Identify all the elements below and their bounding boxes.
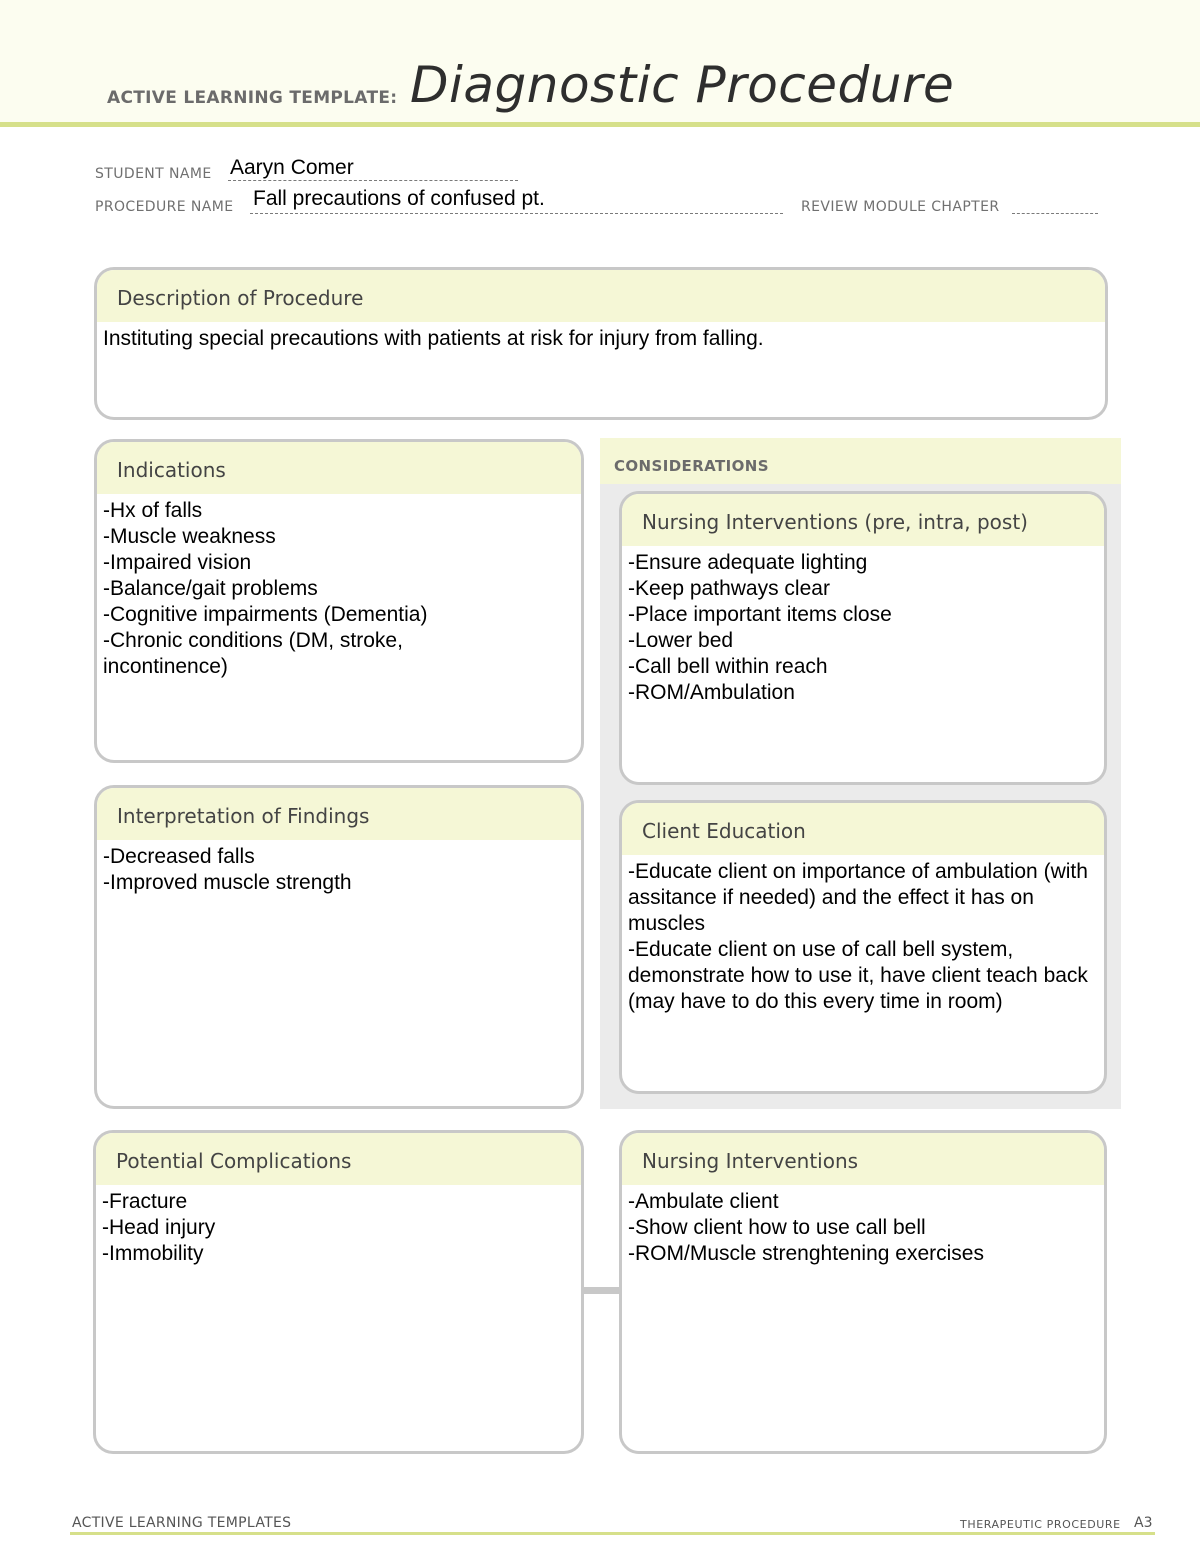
- student-name-label: STUDENT NAME: [95, 166, 212, 182]
- list-item: -Educate client on use of call bell system, demonstrate how to use it, have client teach back (may have to do this every time in room): [628, 938, 1094, 1013]
- review-module-label: REVIEW MODULE CHAPTER: [801, 199, 1000, 215]
- nursing-interventions-pip-title: Nursing Interventions (pre, intra, post): [622, 494, 1104, 546]
- considerations-label: CONSIDERATIONS: [614, 457, 769, 475]
- header-rule: [0, 122, 1200, 127]
- list-item: -Improved muscle strength: [103, 871, 352, 894]
- client-education-box: [619, 800, 1107, 1094]
- template-title: Diagnostic Procedure: [410, 56, 955, 114]
- potential-complications-body[interactable]: [96, 1185, 581, 1267]
- list-item: -Balance/gait problems: [103, 577, 318, 600]
- indications-box: [94, 439, 584, 763]
- nursing-interventions-box: [619, 1130, 1107, 1454]
- list-item: -Educate client on importance of ambulation (with assitance if needed) and the effect it has on muscles: [628, 860, 1094, 935]
- student-name-line: [228, 180, 518, 181]
- potential-complications-box: [93, 1130, 584, 1454]
- footer-right-label: THERAPEUTIC PROCEDURE: [960, 1518, 1121, 1531]
- procedure-name-field[interactable]: Fall precautions of confused pt.: [253, 187, 545, 210]
- list-item: -Decreased falls: [103, 845, 255, 868]
- footer-rule: [70, 1532, 1155, 1535]
- footer-page-number: A3: [1134, 1515, 1153, 1531]
- list-item: -Lower bed: [628, 629, 734, 652]
- list-item: -Fracture: [102, 1190, 188, 1213]
- nursing-interventions-title: Nursing Interventions: [622, 1133, 1104, 1185]
- indications-title: Indications: [97, 442, 581, 494]
- list-item: -Cognitive impairments (Dementia): [103, 603, 428, 626]
- description-title: Description of Procedure: [97, 270, 1105, 322]
- list-item: -Impaired vision: [103, 551, 252, 574]
- indications-body[interactable]: [97, 494, 581, 680]
- list-item: -Keep pathways clear: [628, 577, 830, 600]
- list-item: -ROM/Ambulation: [628, 681, 795, 704]
- list-item: -Show client how to use call bell: [628, 1216, 926, 1239]
- description-body[interactable]: [97, 322, 1105, 352]
- client-education-title: Client Education: [622, 803, 1104, 855]
- template-label: ACTIVE LEARNING TEMPLATE:: [107, 88, 398, 108]
- footer-left-label: ACTIVE LEARNING TEMPLATES: [72, 1515, 292, 1531]
- description-box: [94, 267, 1108, 420]
- interpretation-body[interactable]: [97, 840, 581, 896]
- list-item: -Muscle weakness: [103, 525, 276, 548]
- description-text: Instituting special precautions with patients at risk for injury from falling.: [103, 327, 764, 350]
- list-item: -Place important items close: [628, 603, 892, 626]
- client-education-body[interactable]: [622, 855, 1104, 1015]
- procedure-name-line: [250, 213, 783, 214]
- list-item: -Ambulate client: [628, 1190, 779, 1213]
- list-item: -Head injury: [102, 1216, 216, 1239]
- interpretation-box: [94, 785, 584, 1109]
- interpretation-title: Interpretation of Findings: [97, 788, 581, 840]
- list-item: -Ensure adequate lighting: [628, 551, 868, 574]
- potential-complications-title: Potential Complications: [96, 1133, 581, 1185]
- list-item: -Hx of falls: [103, 499, 203, 522]
- nursing-interventions-pip-box: [619, 491, 1107, 785]
- list-item: -Call bell within reach: [628, 655, 828, 678]
- nursing-interventions-body[interactable]: [622, 1185, 1104, 1267]
- student-name-field[interactable]: Aaryn Comer: [230, 156, 354, 179]
- list-item: -Chronic conditions (DM, stroke, incontinence): [103, 629, 409, 678]
- list-item: -Immobility: [102, 1242, 204, 1265]
- list-item: -ROM/Muscle strenghtening exercises: [628, 1242, 984, 1265]
- connector-bar: [584, 1287, 620, 1294]
- nursing-interventions-pip-body[interactable]: [622, 546, 1104, 706]
- review-module-line: [1012, 213, 1098, 214]
- procedure-name-label: PROCEDURE NAME: [95, 199, 234, 215]
